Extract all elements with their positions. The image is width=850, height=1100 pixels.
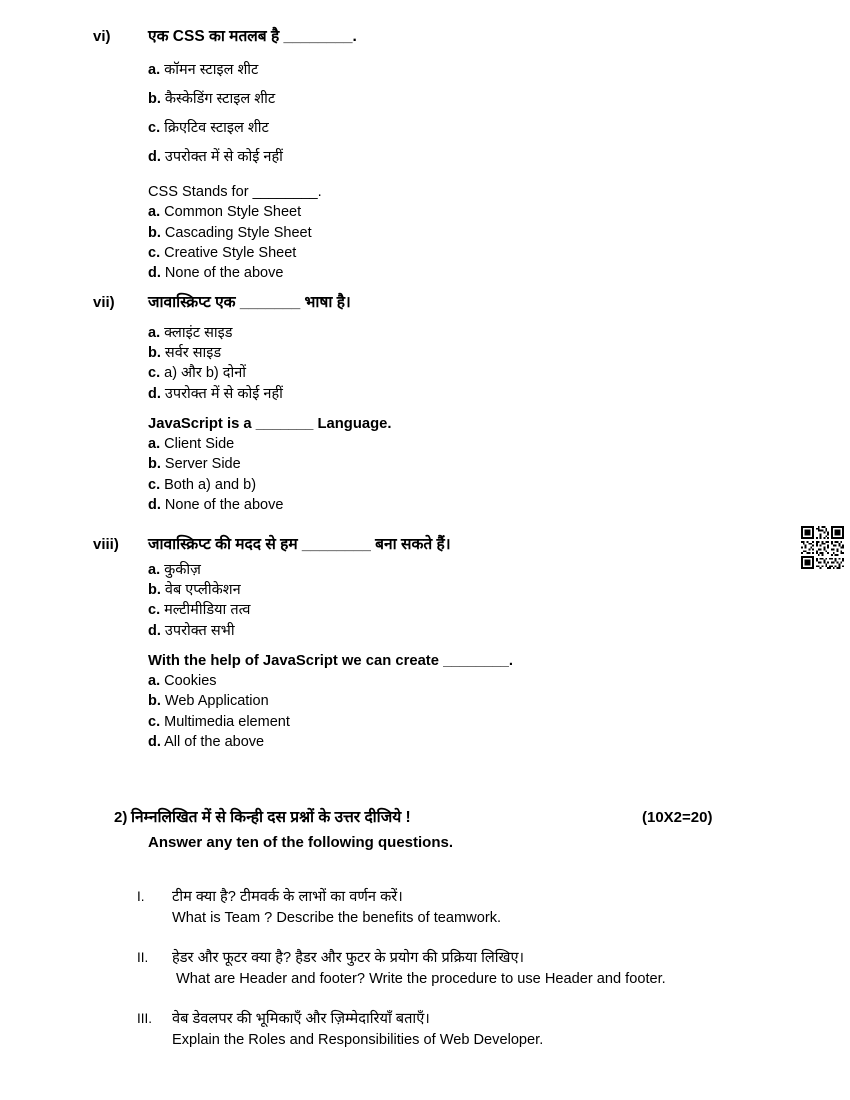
mcq-option[interactable] xyxy=(148,143,760,172)
option-label: d. xyxy=(148,733,161,750)
section-2-heading-hi xyxy=(0,808,780,829)
option-text: वेब एप्लीकेशन xyxy=(164,582,241,599)
question-item xyxy=(0,1009,780,1051)
section-2-heading-hi-text: निम्नलिखित में से किन्ही दस प्रश्नों के उत्तर दीजिये ! xyxy=(131,809,411,826)
question-number: II. xyxy=(137,949,149,965)
mcq-block-vii xyxy=(0,293,760,515)
question-number: I. xyxy=(137,888,145,904)
question-text-hi: वेब डेवलपर की भूमिकाएँ और ज़िम्मेदारियाँ बताएँ। xyxy=(172,1010,430,1027)
mcq-option[interactable] xyxy=(148,323,760,343)
spacer xyxy=(0,641,760,651)
option-label: b. xyxy=(148,582,161,599)
mcq-option[interactable] xyxy=(148,114,760,143)
question-number: III. xyxy=(137,1010,153,1026)
mcq-block-viii xyxy=(0,535,760,752)
option-text: सर्वर साइड xyxy=(164,345,222,362)
mcq-options-en-vii xyxy=(0,434,760,515)
mcq-stem-hi-vi xyxy=(0,27,760,48)
option-label: c. xyxy=(148,713,161,730)
mcq-option[interactable] xyxy=(148,243,760,263)
section-2-heading-en: Answer any ten of the following questions. xyxy=(148,833,454,851)
mcq-option[interactable] xyxy=(148,732,760,752)
spacer xyxy=(0,172,760,182)
qr-code-icon xyxy=(799,524,846,571)
mcq-option[interactable] xyxy=(148,580,760,600)
mcq-option[interactable] xyxy=(148,384,760,404)
mcq-stem-hi-vii xyxy=(0,293,760,314)
mcq-option[interactable] xyxy=(148,56,760,85)
question-text-en: What is Team ? Describe the benefits of teamwork. xyxy=(172,909,502,926)
qr-code xyxy=(799,524,846,571)
mcq-number-vi: vi) xyxy=(93,28,111,45)
option-text: Creative Style Sheet xyxy=(164,244,297,261)
option-text: कुकीज़ xyxy=(164,561,201,578)
option-text: Both a) and b) xyxy=(164,476,257,493)
option-text: Cookies xyxy=(164,673,217,690)
question-item xyxy=(0,948,780,990)
mcq-option[interactable] xyxy=(148,560,760,580)
option-label: d. xyxy=(148,496,161,513)
mcq-option[interactable] xyxy=(148,621,760,641)
option-text: Server Side xyxy=(164,456,241,473)
option-label: d. xyxy=(148,622,161,639)
option-label: a. xyxy=(148,673,161,690)
mcq-stem-hi-text-vi: एक CSS का मतलब है ________. xyxy=(148,28,357,45)
mcq-option[interactable] xyxy=(148,202,760,222)
mcq-stem-en-vii: JavaScript is a _______ Language. xyxy=(148,415,392,432)
option-text: Web Application xyxy=(164,693,269,710)
option-text: उपरोक्त सभी xyxy=(164,622,235,639)
option-label: a. xyxy=(148,204,161,221)
option-text: कॉमन स्टाइल शीट xyxy=(164,61,259,78)
question-text-hi: हेडर और फूटर क्या है? हैडर और फुटर के प्रयोग की प्रक्रिया लिखिए। xyxy=(172,949,525,966)
mcq-option[interactable] xyxy=(148,454,760,474)
mcq-option[interactable] xyxy=(148,475,760,495)
option-label: c. xyxy=(148,476,161,493)
mcq-option[interactable] xyxy=(148,712,760,732)
option-label: d. xyxy=(148,265,161,282)
option-label: b. xyxy=(148,224,161,241)
option-text: Common Style Sheet xyxy=(164,204,302,221)
option-text: उपरोक्त में से कोई नहीं xyxy=(164,148,283,165)
mcq-option[interactable] xyxy=(148,223,760,243)
option-label: c. xyxy=(148,365,161,382)
option-text: None of the above xyxy=(164,265,284,282)
option-label: b. xyxy=(148,345,161,362)
option-label: a. xyxy=(148,436,161,453)
option-text: Cascading Style Sheet xyxy=(164,224,312,241)
question-text-en: What are Header and footer? Write the procedure to use Header and footer. xyxy=(176,970,666,987)
mcq-stem-hi-viii xyxy=(0,535,760,556)
question-text-hi: टीम क्या है? टीमवर्क के लाभों का वर्णन करें। xyxy=(172,888,403,905)
option-text: Client Side xyxy=(164,436,235,453)
mcq-stem-hi-text-vii: जावास्क्रिप्ट एक _______ भाषा है। xyxy=(148,294,351,311)
mcq-stem-en-vi: CSS Stands for ________. xyxy=(148,183,322,200)
option-label: b. xyxy=(148,90,161,107)
option-text: a) और b) दोनों xyxy=(164,365,247,382)
mcq-option[interactable] xyxy=(148,363,760,383)
option-label: b. xyxy=(148,693,161,710)
mcq-options-hi-vi xyxy=(0,56,760,172)
mcq-options-hi-vii xyxy=(0,323,760,404)
section-2 xyxy=(0,808,780,1051)
option-text: मल्टीमीडिया तत्व xyxy=(164,602,251,619)
option-label: a. xyxy=(148,561,161,578)
mcq-options-en-viii xyxy=(0,671,760,752)
mcq-options-en-vi xyxy=(0,202,760,283)
mcq-stem-hi-text-viii: जावास्क्रिप्ट की मदद से हम ________ बना सकते हैं। xyxy=(148,536,451,553)
option-label: d. xyxy=(148,385,161,402)
option-label: c. xyxy=(148,602,161,619)
option-label: a. xyxy=(148,324,161,341)
mcq-option[interactable] xyxy=(148,691,760,711)
option-label: b. xyxy=(148,456,161,473)
option-label: c. xyxy=(148,244,161,261)
option-text: कैस्केडिंग स्टाइल शीट xyxy=(164,90,276,107)
option-label: d. xyxy=(148,148,161,165)
option-text: उपरोक्त में से कोई नहीं xyxy=(164,385,283,402)
question-item xyxy=(0,887,780,929)
option-label: c. xyxy=(148,119,161,136)
mcq-options-hi-viii xyxy=(0,560,760,641)
mcq-number-viii: viii) xyxy=(93,536,119,553)
mcq-option[interactable] xyxy=(148,263,760,283)
option-text: None of the above xyxy=(164,496,284,513)
mcq-option[interactable] xyxy=(148,434,760,454)
spacer xyxy=(0,404,760,414)
mcq-stem-en-viii: With the help of JavaScript we can create ________. xyxy=(148,652,514,669)
option-text: क्रिएटिव स्टाइल शीट xyxy=(164,119,269,136)
question-text-en: Explain the Roles and Responsibilities of Web Developer. xyxy=(172,1031,544,1048)
option-text: Multimedia element xyxy=(164,713,290,730)
mcq-block-vi xyxy=(0,27,760,283)
mcq-option[interactable] xyxy=(148,85,760,114)
mcq-option[interactable] xyxy=(148,600,760,620)
option-label: a. xyxy=(148,61,161,78)
mcq-option[interactable] xyxy=(148,495,760,515)
mcq-number-vii: vii) xyxy=(93,294,115,311)
section-2-marks: (10X2=20) xyxy=(642,809,713,826)
mcq-option[interactable] xyxy=(148,343,760,363)
option-text: क्लाइंट साइड xyxy=(164,324,233,341)
section-2-number: 2) xyxy=(114,809,128,826)
mcq-option[interactable] xyxy=(148,671,760,691)
option-text: All of the above xyxy=(164,733,265,750)
